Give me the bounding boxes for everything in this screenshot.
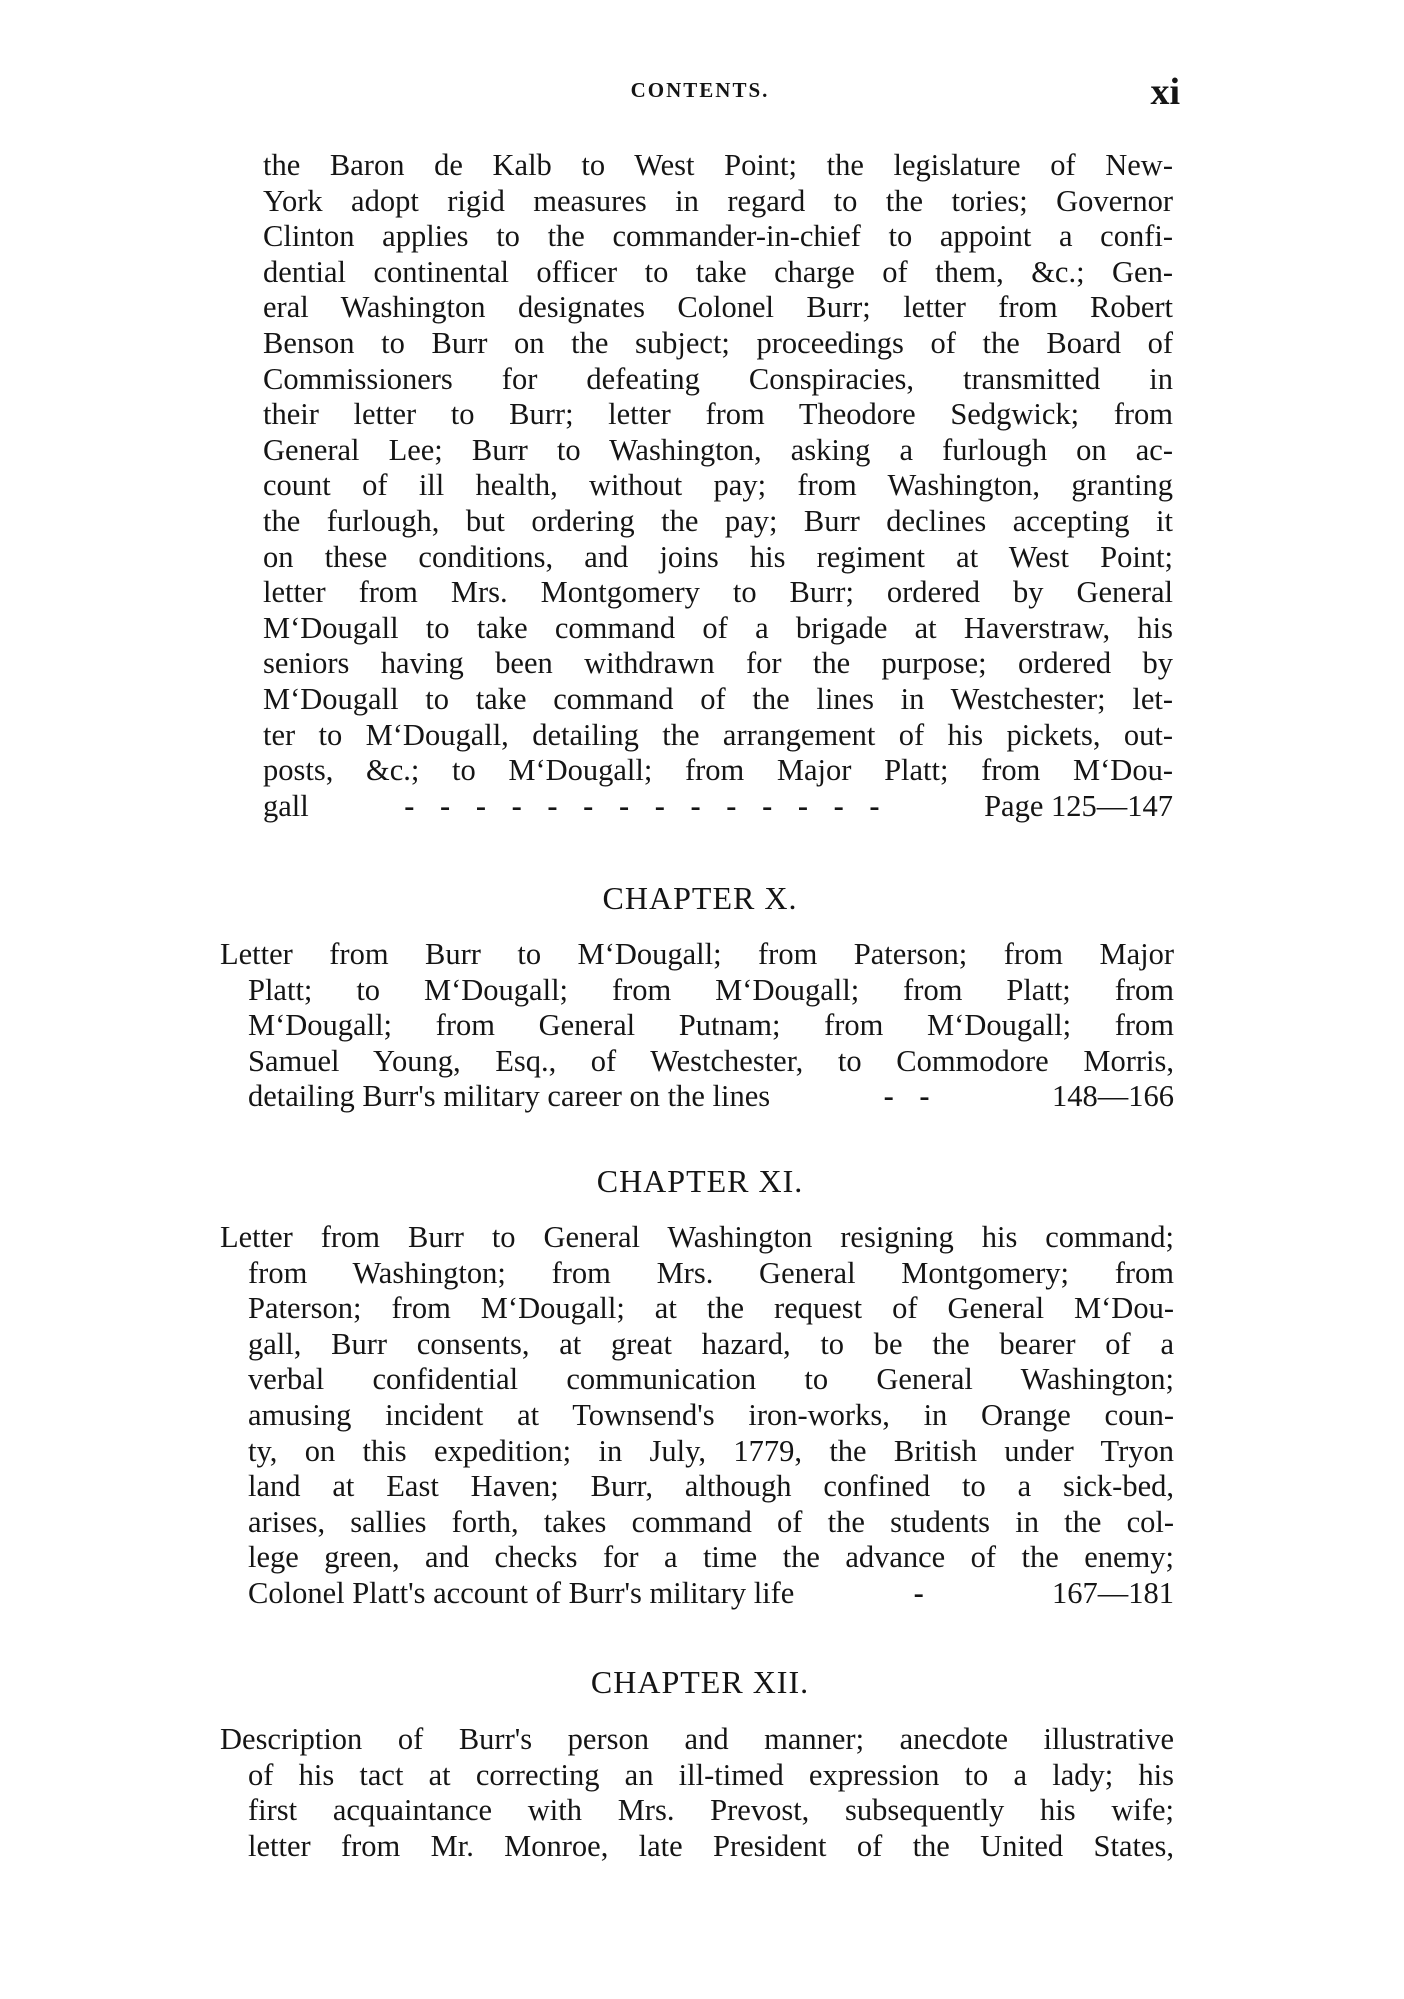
summary-line: M‘Dougall to take command of a brigade at Haverstraw, his [263, 610, 1173, 645]
chapter-x-summary [220, 937, 1174, 1115]
chapter-x-heading: CHAPTER X. [602, 880, 798, 916]
summary-line: letter from Mrs. Montgomery to Burr; ordered by General [263, 575, 1173, 610]
chapter-xi-heading: CHAPTER XI. [596, 1163, 804, 1199]
summary-line: Letter from Burr to M‘Dougall; from Paterson; from Major [220, 937, 1174, 971]
summary-line: Paterson; from M‘Dougall; at the request of General M‘Dou- [248, 1291, 1174, 1326]
summary-line: gall, Burr consents, at great hazard, to be the bearer of a [248, 1326, 1174, 1361]
summary-line: detailing Burr's military career on the lines [248, 1079, 771, 1114]
running-title: CONTENTS. [630, 78, 770, 102]
summary-line: Benson to Burr on the subject; proceedings of the Board of [263, 325, 1173, 360]
summary-line: of his tact at correcting an ill-timed expression to a lady; his [248, 1757, 1174, 1792]
chapter-xii-heading: CHAPTER XII. [590, 1664, 810, 1700]
summary-line: eral Washington designates Colonel Burr; letter from Robert [263, 290, 1173, 325]
summary-line: Description of Burr's person and manner; anecdote illustrative [220, 1722, 1174, 1756]
summary-line: letter from Mr. Monroe, late President of the United States, [248, 1828, 1174, 1863]
summary-line: first acquaintance with Mrs. Prevost, subsequently his wife; [248, 1793, 1174, 1828]
summary-line: seniors having been withdrawn for the purpose; ordered by [263, 646, 1173, 681]
page-range: 148—166 [1052, 1079, 1174, 1114]
running-head [220, 71, 1180, 118]
summary-line: General Lee; Burr to Washington, asking a furlough on ac- [263, 432, 1173, 467]
summary-line: land at East Haven; Burr, although confined to a sick-bed, [248, 1469, 1174, 1504]
dot-leader: - - - - - - - - - - - - - - [404, 788, 889, 823]
summary-line: Platt; to M‘Dougall; from M‘Dougall; from Platt; from [248, 972, 1174, 1007]
summary-line: arises, sallies forth, takes command of the students in the col- [248, 1504, 1174, 1539]
page-reference-line [220, 1576, 1174, 1612]
page-reference-line [263, 789, 1173, 825]
summary-line: their letter to Burr; letter from Theodore Sedgwick; from [263, 397, 1173, 432]
summary-line: ter to M‘Dougall, detailing the arrangement of his pickets, out- [263, 717, 1173, 752]
page-reference-line [220, 1079, 1174, 1115]
summary-line: Commissioners for defeating Conspiracies, transmitted in [263, 361, 1173, 396]
summary-line: the Baron de Kalb to West Point; the legislature of New- [263, 148, 1173, 182]
summary-line: Samuel Young, Esq., of Westchester, to Commodore Morris, [248, 1043, 1174, 1078]
summary-line: verbal confidential communication to General Washington; [248, 1362, 1174, 1397]
page-range: Page 125—147 [984, 788, 1173, 823]
summary-line: posts, &c.; to M‘Dougall; from Major Platt; from M‘Dou- [263, 753, 1173, 788]
summary-line: M‘Dougall to take command of the lines in Westchester; let- [263, 681, 1173, 716]
dot-leader: - - [883, 1079, 939, 1114]
summary-line: count of ill health, without pay; from Washington, granting [263, 468, 1173, 503]
summary-line: on these conditions, and joins his regiment at West Point; [263, 539, 1173, 574]
chapter-xi-summary [220, 1220, 1174, 1612]
page-range: 167—181 [1052, 1575, 1174, 1610]
summary-line: the furlough, but ordering the pay; Burr declines accepting it [263, 503, 1173, 538]
summary-line: from Washington; from Mrs. General Montgomery; from [248, 1255, 1174, 1290]
summary-line: lege green, and checks for a time the advance of the enemy; [248, 1540, 1174, 1575]
summary-line: M‘Dougall; from General Putnam; from M‘Dougall; from [248, 1008, 1174, 1043]
summary-line: ty, on this expedition; in July, 1779, the British under Tryon [248, 1433, 1174, 1468]
summary-line: Colonel Platt's account of Burr's military life [248, 1575, 795, 1610]
chapter-xii-summary [220, 1722, 1174, 1864]
summary-line: amusing incident at Townsend's iron-works, in Orange coun- [248, 1397, 1174, 1432]
summary-line: York adopt rigid measures in regard to the tories; Governor [263, 183, 1173, 218]
summary-line: gall [263, 788, 309, 823]
chapter-ix-summary-continuation [263, 148, 1173, 824]
summary-line: Letter from Burr to General Washington resigning his command; [220, 1220, 1174, 1254]
page-number: xi [1150, 71, 1180, 113]
dot-leader: - [913, 1575, 933, 1610]
summary-line: dential continental officer to take charge of them, &c.; Gen- [263, 254, 1173, 289]
summary-line: Clinton applies to the commander-in-chief to appoint a confi- [263, 219, 1173, 254]
